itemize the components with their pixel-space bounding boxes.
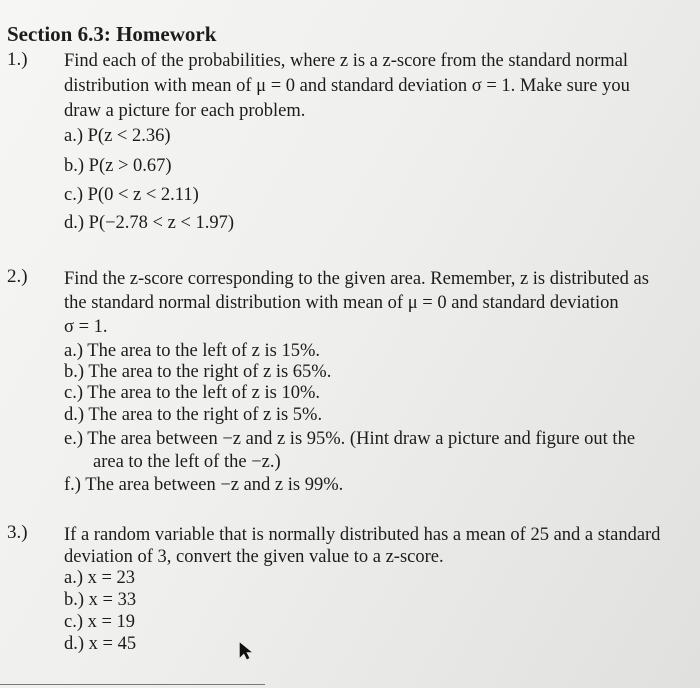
part-text: The area to the right of z is 5%. <box>88 405 323 425</box>
question-3-part-b <box>64 589 136 611</box>
part-label: b.) <box>64 156 85 176</box>
question-1-line-2: distribution with mean of μ = 0 and standard deviation σ = 1. Make sure you <box>64 76 630 96</box>
part-text: The area to the left of z is 15%. <box>87 341 320 361</box>
part-label: f.) <box>64 475 81 495</box>
question-1-part-b <box>64 155 172 177</box>
part-expression: P(0 < z < 2.11) <box>87 185 199 205</box>
question-2-part-b <box>64 361 331 383</box>
part-label: a.) <box>64 126 83 146</box>
part-label: b.) <box>64 362 85 382</box>
question-3-number: 3.) <box>7 522 28 543</box>
question-3-part-c <box>64 611 135 633</box>
question-1-line-1: Find each of the probabilities, where z is a z-score from the standard normal <box>64 51 629 71</box>
question-2-part-e-continued <box>93 451 281 473</box>
part-text: The area between −z and z is 95%. (Hint draw a picture and figure out the <box>87 429 636 449</box>
question-2-part-c <box>64 382 320 404</box>
question-2-line-2: the standard normal distribution with mean of μ = 0 and standard deviation <box>64 293 619 313</box>
part-label: a.) <box>64 568 83 588</box>
part-label: d.) <box>64 634 85 654</box>
question-2-number: 2.) <box>7 266 28 287</box>
question-1-line-3: draw a picture for each problem. <box>64 101 306 121</box>
question-1-part-a <box>64 125 171 147</box>
question-3-line-1: If a random variable that is normally distributed has a mean of 25 and a standard <box>64 525 661 545</box>
question-2-part-a <box>64 340 320 362</box>
part-label: e.) <box>64 429 83 449</box>
part-label: c.) <box>64 383 83 403</box>
part-expression: P(−2.78 < z < 1.97) <box>88 213 235 233</box>
question-3-line-2: deviation of 3, convert the given value to a z-score. <box>64 547 444 567</box>
question-2-part-f <box>64 474 343 496</box>
part-text: The area to the left of z is 10%. <box>87 383 320 403</box>
divider <box>0 684 265 685</box>
part-label: c.) <box>64 185 83 205</box>
question-3-part-d <box>64 633 136 655</box>
part-text: area to the left of the −z.) <box>93 452 281 472</box>
part-expression: x = 23 <box>87 568 136 588</box>
question-1-part-c <box>64 184 199 206</box>
part-expression: P(z < 2.36) <box>87 126 171 146</box>
part-label: b.) <box>64 590 85 610</box>
question-2-line-3: σ = 1. <box>64 317 108 337</box>
question-3-part-a <box>64 567 135 589</box>
mouse-pointer-icon <box>238 641 254 661</box>
part-label: d.) <box>64 405 85 425</box>
part-expression: P(z > 0.67) <box>88 156 172 176</box>
part-expression: x = 45 <box>88 634 137 654</box>
page-title: Section 6.3: Homework <box>7 22 217 46</box>
part-expression: x = 33 <box>88 590 137 610</box>
part-label: d.) <box>64 213 85 233</box>
question-1-number: 1.) <box>7 49 28 70</box>
question-2-part-d <box>64 404 322 426</box>
part-expression: x = 19 <box>87 612 136 632</box>
question-1-part-d <box>64 212 234 234</box>
part-text: The area between −z and z is 99%. <box>85 475 344 495</box>
part-text: The area to the right of z is 65%. <box>88 362 332 382</box>
question-2-part-e <box>64 428 635 450</box>
part-label: a.) <box>64 341 83 361</box>
part-label: c.) <box>64 612 83 632</box>
question-2-line-1: Find the z-score corresponding to the given area. Remember, z is distributed as <box>64 269 649 289</box>
